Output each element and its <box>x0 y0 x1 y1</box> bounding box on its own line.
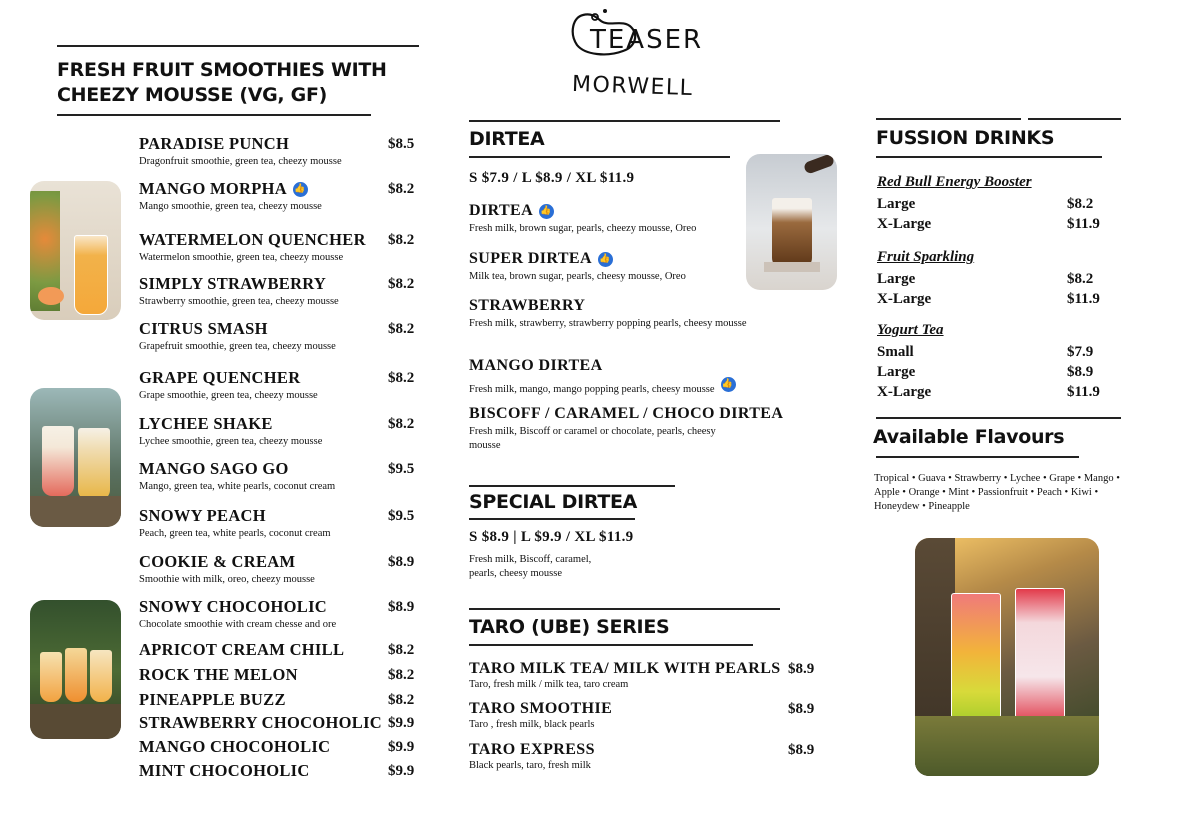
fussion-size: X-Large <box>877 384 932 400</box>
smoothie-price: $9.5 <box>388 508 415 524</box>
location-title: MORWELL <box>571 71 694 102</box>
taro-desc: Taro , fresh milk, black pearls <box>469 719 595 730</box>
fussion-price: $8.2 <box>1067 196 1094 212</box>
smoothie-item <box>139 738 429 756</box>
fussion-group-name: Fruit Sparkling <box>877 249 975 265</box>
smoothie-desc: Grapefruit smoothie, green tea, cheezy mousse <box>139 341 336 352</box>
smoothie-price: $8.2 <box>388 232 415 248</box>
like-icon <box>598 252 613 267</box>
smoothie-desc: Grape smoothie, green tea, cheezy mousse <box>139 390 318 401</box>
smoothie-desc: Peach, green tea, white pearls, coconut cream <box>139 528 331 539</box>
smoothie-name: SNOWY CHOCOHOLIC <box>139 597 327 616</box>
smoothie-name: PARADISE PUNCH <box>139 134 290 153</box>
smoothie-price: $8.2 <box>388 642 415 658</box>
smoothie-desc: Watermelon smoothie, green tea, cheezy mousse <box>139 252 344 263</box>
dirtea-name: MANGO DIRTEA <box>469 357 603 374</box>
smoothie-item <box>139 415 429 448</box>
fussion-size: X-Large <box>877 291 932 307</box>
smoothie-name: APRICOT CREAM CHILL <box>139 640 345 659</box>
smoothies-title-line1: FRESH FRUIT SMOOTHIES WITH <box>57 59 387 81</box>
taro-title: TARO (UBE) SERIES <box>469 616 670 638</box>
smoothie-item <box>139 762 429 780</box>
dirtea-item <box>469 297 759 331</box>
smoothie-item <box>139 275 429 308</box>
dirtea-item <box>469 405 789 453</box>
smoothie-item <box>139 231 429 264</box>
smoothie-price: $8.2 <box>388 667 415 683</box>
smoothie-item <box>139 553 429 586</box>
special-dirtea-title: SPECIAL DIRTEA <box>469 491 638 513</box>
smoothie-name: MANGO CHOCOHOLIC <box>139 737 331 756</box>
taro-desc: Black pearls, taro, fresh milk <box>469 760 591 771</box>
smoothie-name: MANGO SAGO GO <box>139 459 289 478</box>
smoothie-name: CITRUS SMASH <box>139 319 268 338</box>
smoothie-name: MANGO MORPHA 👍 <box>139 180 429 198</box>
smoothie-price: $9.9 <box>388 739 415 755</box>
smoothie-item <box>139 369 429 402</box>
taro-price: $8.9 <box>788 701 815 717</box>
smoothies-title <box>57 58 387 108</box>
smoothie-desc: Lychee smoothie, green tea, cheezy mousse <box>139 436 323 447</box>
dirtea-name: DIRTEA 👍 <box>469 202 799 220</box>
smoothie-name: LYCHEE SHAKE <box>139 414 273 433</box>
taro-price: $8.9 <box>788 742 815 758</box>
smoothies-title-line2: CHEEZY MOUSSE (VG, GF) <box>57 84 328 106</box>
dirtea-name: SUPER DIRTEA 👍 <box>469 250 799 268</box>
smoothie-name: WATERMELON QUENCHER <box>139 230 366 249</box>
taro-name: TARO SMOOTHIE <box>469 700 613 717</box>
fussion-group-name: Red Bull Energy Booster <box>877 174 1032 190</box>
smoothie-desc: Dragonfruit smoothie, green tea, cheezy mousse <box>139 156 342 167</box>
taro-desc: Taro, fresh milk / milk tea, taro cream <box>469 679 629 690</box>
smoothie-desc: Mango, green tea, white pearls, coconut cream <box>139 481 336 492</box>
smoothie-price: $8.2 <box>388 321 415 337</box>
smoothie-name: PINEAPPLE BUZZ <box>139 690 286 709</box>
smoothie-item <box>139 641 429 659</box>
fussion-price: $11.9 <box>1067 384 1100 400</box>
smoothie-price: $9.5 <box>388 461 415 477</box>
taro-item <box>469 700 799 732</box>
taro-item <box>469 660 799 692</box>
smoothie-price: $8.2 <box>388 181 415 197</box>
fussion-size: Large <box>877 196 916 212</box>
brand-logo <box>565 5 704 65</box>
smoothie-name: SIMPLY STRAWBERRY <box>139 274 327 293</box>
mango-smoothie-photo <box>30 181 121 320</box>
smoothie-item <box>139 691 429 709</box>
smoothie-price: $8.2 <box>388 692 415 708</box>
special-dirtea-sizes: S $8.9 | L $9.9 / XL $11.9 <box>469 529 634 545</box>
smoothie-price: $8.9 <box>388 599 415 615</box>
logo-text: TEASER <box>590 25 704 55</box>
taro-item <box>469 741 799 773</box>
dirtea-desc: Fresh milk, brown sugar, pearls, cheezy mousse, Oreo <box>469 223 697 234</box>
tropical-smoothie-photo <box>30 600 121 739</box>
dirtea-title: DIRTEA <box>469 128 545 150</box>
dirtea-item <box>469 250 799 284</box>
smoothie-name: SNOWY PEACH <box>139 506 266 525</box>
like-icon <box>539 204 554 219</box>
fussion-drinks-photo <box>915 538 1099 776</box>
smoothie-price: $9.9 <box>388 763 415 779</box>
fussion-size: Large <box>877 271 916 287</box>
dirtea-item <box>469 357 799 397</box>
fussion-title: FUSSION DRINKS <box>876 127 1055 149</box>
fussion-size: Small <box>877 344 914 360</box>
smoothie-name: ROCK THE MELON <box>139 665 298 684</box>
fussion-price: $11.9 <box>1067 216 1100 232</box>
smoothie-desc: Mango smoothie, green tea, cheezy mousse <box>139 201 322 212</box>
special-dirtea-desc: Fresh milk, Biscoff, caramel, pearls, cheesy mousse <box>469 554 592 579</box>
dirtea-desc: Fresh milk, Biscoff or caramel or chocolate, pearls, cheesy mousse <box>469 426 716 451</box>
smoothie-item <box>139 666 429 684</box>
fussion-price: $7.9 <box>1067 344 1094 360</box>
smoothie-price: $9.9 <box>388 715 415 731</box>
dirtea-name: STRAWBERRY <box>469 297 586 314</box>
smoothie-desc: Chocolate smoothie with cream chesse and ore <box>139 619 337 630</box>
smoothie-item <box>139 507 429 540</box>
fussion-price: $8.2 <box>1067 271 1094 287</box>
dirtea-desc: Milk tea, brown sugar, pearls, cheesy mousse, Oreo <box>469 271 686 282</box>
dirtea-name: BISCOFF / CARAMEL / CHOCO DIRTEA <box>469 405 784 422</box>
dirtea-sizes: S $7.9 / L $8.9 / XL $11.9 <box>469 170 635 186</box>
smoothie-item <box>139 320 429 353</box>
dirtea-desc: Fresh milk, mango, mango popping pearls, cheesy mousse👍 <box>469 377 799 397</box>
fussion-price: $8.9 <box>1067 364 1094 380</box>
smoothie-name: COOKIE & CREAM <box>139 552 296 571</box>
smoothie-price: $8.2 <box>388 276 415 292</box>
taro-name: TARO EXPRESS <box>469 741 595 758</box>
fussion-group-name: Yogurt Tea <box>877 322 944 338</box>
dirtea-item <box>469 202 799 236</box>
smoothie-item <box>139 598 429 631</box>
fussion-size: Large <box>877 364 916 380</box>
taro-price: $8.9 <box>788 661 815 677</box>
smoothie-price: $8.2 <box>388 416 415 432</box>
smoothie-item <box>139 714 429 732</box>
smoothie-name: MINT CHOCOHOLIC <box>139 761 310 780</box>
flavours-list: Tropical • Guava • Strawberry • Lychee • Grape • Mango • Apple • Orange • Mint • Passionfruit • Peach • Kiwi • Honeydew • Pineapple <box>874 473 1120 512</box>
smoothie-desc: Smoothie with milk, oreo, cheezy mousse <box>139 574 315 585</box>
like-icon <box>293 182 308 197</box>
smoothie-price: $8.5 <box>388 136 415 152</box>
smoothie-name: GRAPE QUENCHER <box>139 368 301 387</box>
smoothie-desc: Strawberry smoothie, green tea, cheezy mousse <box>139 296 339 307</box>
fussion-price: $11.9 <box>1067 291 1100 307</box>
smoothie-price: $8.2 <box>388 370 415 386</box>
fussion-size: X-Large <box>877 216 932 232</box>
smoothie-price: $8.9 <box>388 554 415 570</box>
dirtea-desc: Fresh milk, strawberry, strawberry popping pearls, cheesy mousse <box>469 318 747 329</box>
smoothie-item <box>139 180 429 213</box>
like-icon <box>721 377 736 392</box>
smoothie-item <box>139 135 429 168</box>
smoothie-item <box>139 460 429 493</box>
lychee-smoothie-photo <box>30 388 121 527</box>
smoothie-name: STRAWBERRY CHOCOHOLIC <box>139 713 383 732</box>
taro-name: TARO MILK TEA/ MILK WITH PEARLS <box>469 660 781 677</box>
flavours-title: Available Flavours <box>873 426 1065 448</box>
